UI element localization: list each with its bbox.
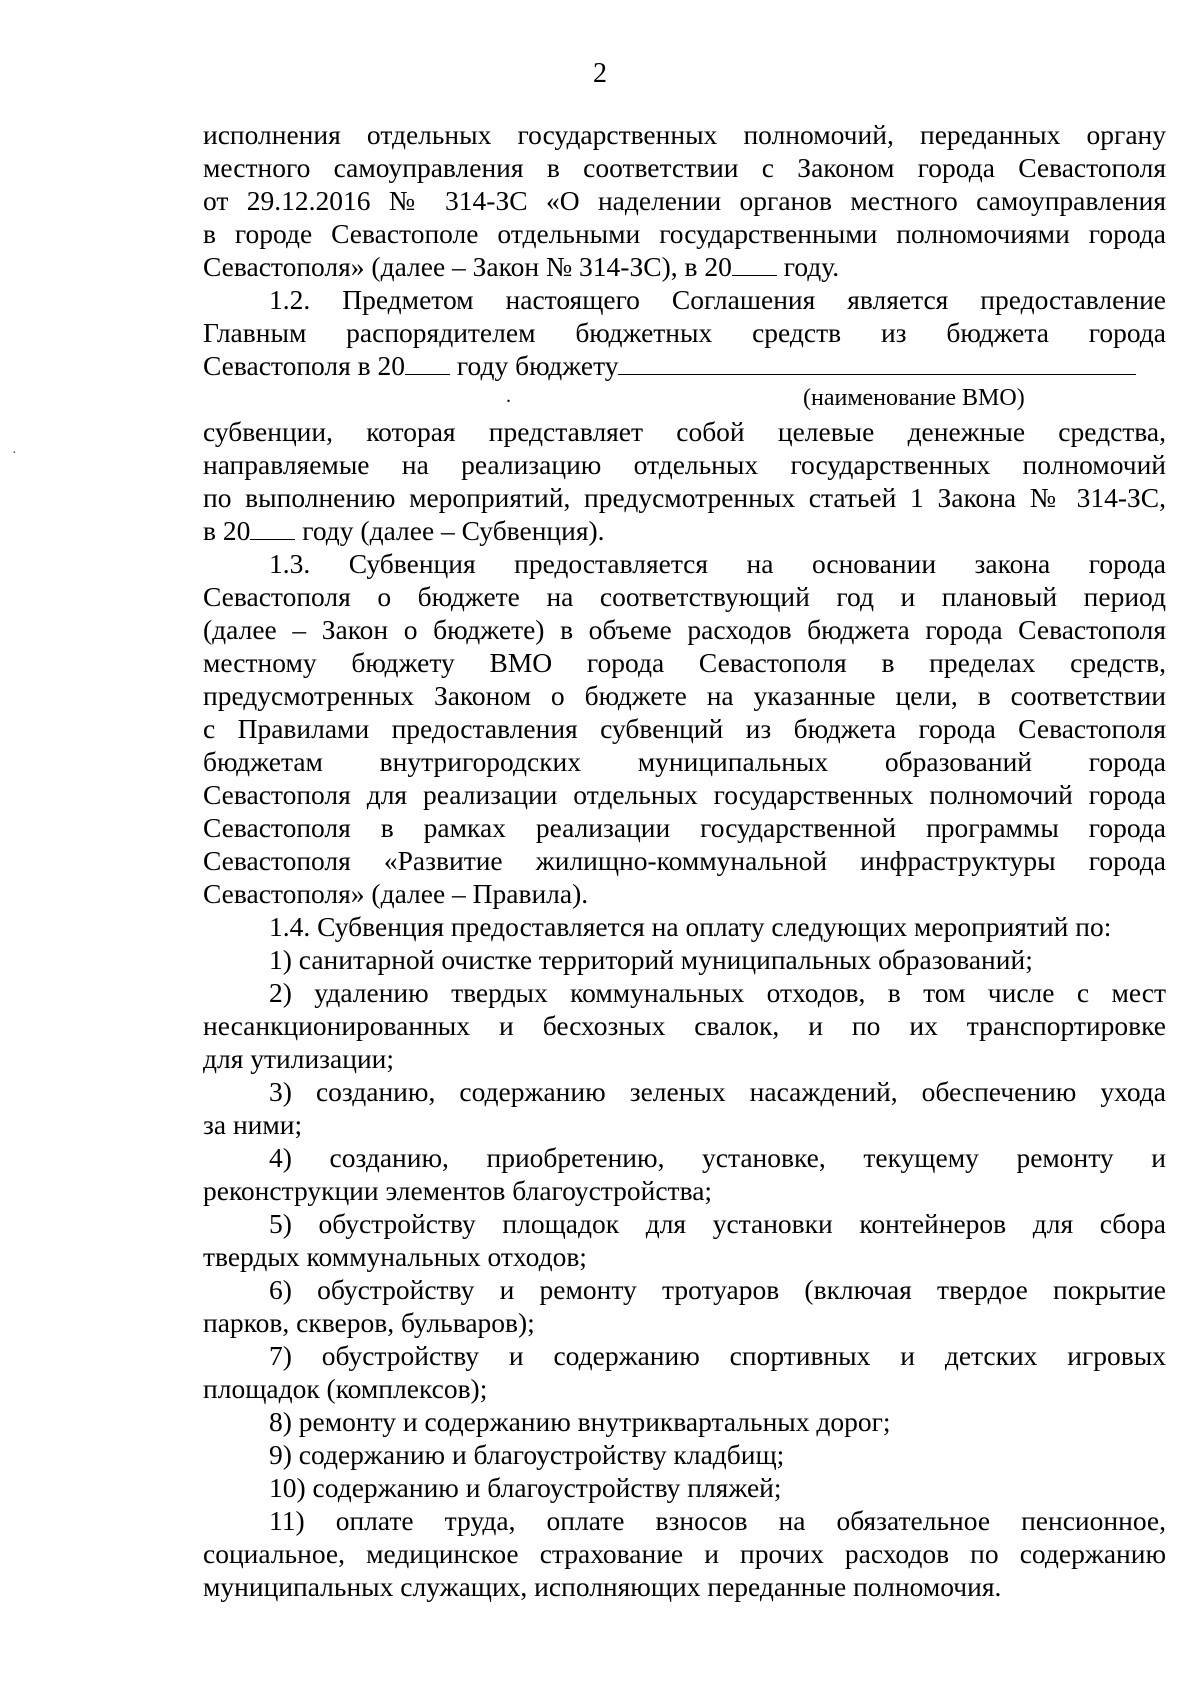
text-line: Севастополя для реализации отдельных государственных полномочий города <box>203 779 1166 810</box>
text-line: местного самоуправления в соответствии с Законом города Севастополя <box>203 152 1166 183</box>
text-line: Севастополя о бюджете на соответствующий год и плановый период <box>203 581 1166 612</box>
text-line: для утилизации; <box>203 1043 395 1074</box>
paragraph-1-1-continuation <box>203 118 1166 283</box>
text-line: Севастополя в рамках реализации государственной программы города <box>203 812 1166 843</box>
text-line <box>203 349 1166 382</box>
paragraph-1-4 <box>203 910 1166 943</box>
text-line: от 29.12.2016 № 314-ЗС «О наделении органов местного самоуправления <box>203 185 1166 216</box>
text-fragment: году. <box>776 251 840 282</box>
text-line: по выполнению мероприятий, предусмотренных статьей 1 Закона № 314-ЗС, <box>203 482 1166 513</box>
text-line: 5) обустройству площадок для установки контейнеров для сбора <box>269 1208 1166 1239</box>
paragraph-1-2 <box>203 283 1166 382</box>
text-line: направляемые на реализацию отдельных государственных полномочий <box>203 449 1166 480</box>
text-line: 9) содержанию и благоустройству кладбищ; <box>269 1439 785 1470</box>
text-line: реконструкции элементов благоустройства; <box>203 1175 713 1206</box>
text-fragment: Севастополя в 20 <box>203 350 406 381</box>
text-line: предусмотренных Законом о бюджете на указанные цели, в соответствии <box>203 680 1166 711</box>
list-item <box>203 1141 1166 1207</box>
year-blank <box>250 515 295 540</box>
text-line: 1) санитарной очистке территорий муниципальных образований; <box>269 944 1033 975</box>
text-line: твердых коммунальных отходов; <box>203 1241 587 1272</box>
text-line <box>203 514 1166 547</box>
text-line: 11) оплате труда, оплате взносов на обязательное пенсионное, <box>269 1505 1166 1536</box>
text-line: бюджетам внутригородских муниципальных образований города <box>203 746 1166 777</box>
text-line: 6) обустройству и ремонту тротуаров (включая твердое покрытие <box>269 1274 1166 1305</box>
list-item <box>203 1207 1166 1273</box>
text-line: Главным распорядителем бюджетных средств из бюджета города <box>203 317 1166 348</box>
text-line: Севастополя» (далее – Правила). <box>203 878 589 909</box>
list-item <box>203 1273 1166 1339</box>
list-item <box>203 976 1166 1075</box>
text-line: 10) содержанию и благоустройству пляжей; <box>269 1472 782 1503</box>
page-number: 2 <box>593 58 607 89</box>
text-line: 1.4. Субвенция предоставляется на оплату следующих мероприятий по: <box>269 911 1112 942</box>
paragraph-1-2-continuation <box>203 415 1166 547</box>
text-line <box>203 250 1166 283</box>
text-line: 7) обустройству и содержанию спортивных и детских игровых <box>269 1340 1166 1371</box>
text-line: Севастополя «Развитие жилищно-коммунальной инфраструктуры города <box>203 845 1166 876</box>
text-line: 4) созданию, приобретению, установке, текущему ремонту и <box>269 1142 1166 1173</box>
paragraph-1-3 <box>203 547 1166 910</box>
caption-row <box>203 382 1166 415</box>
text-line: с Правилами предоставления субвенций из бюджета города Севастополя <box>203 713 1166 744</box>
text-line: в городе Севастополе отдельными государственными полномочиями города <box>203 218 1166 249</box>
list-item <box>203 1471 1166 1504</box>
vmo-name-blank <box>618 350 1136 375</box>
text-line: 3) созданию, содержанию зеленых насаждений, обеспечению ухода <box>269 1076 1166 1107</box>
list-item <box>203 1405 1166 1438</box>
vmo-name-caption: (наименование ВМО) <box>803 385 1025 411</box>
text-fragment: в 20 <box>203 515 251 546</box>
measures-list <box>203 943 1166 1603</box>
list-item <box>203 1075 1166 1141</box>
list-item <box>203 943 1166 976</box>
text-line: субвенции, которая представляет собой целевые денежные средства, <box>203 416 1166 447</box>
text-fragment: году (далее – Субвенция). <box>295 515 605 546</box>
text-fragment: Севастополя» (далее – Закон № 314-ЗС), в 20 <box>203 251 732 282</box>
text-line: исполнения отдельных государственных полномочий, переданных органу <box>203 119 1166 150</box>
text-line: 8) ремонту и содержанию внутриквартальных дорог; <box>269 1406 891 1437</box>
text-line: площадок (комплексов); <box>203 1373 488 1404</box>
text-line: несанкционированных и бесхозных свалок, и по их транспортировке <box>203 1010 1166 1041</box>
list-item <box>203 1339 1166 1405</box>
text-line: местному бюджету ВМО города Севастополя в пределах средств, <box>203 647 1166 678</box>
list-item <box>203 1504 1166 1603</box>
year-blank <box>405 350 450 375</box>
text-line: социальное, медицинское страхование и прочих расходов по содержанию <box>203 1538 1166 1569</box>
text-line: 1.3. Субвенция предоставляется на основании закона города <box>269 548 1166 579</box>
text-line: 2) удалению твердых коммунальных отходов, в том числе с мест <box>269 977 1166 1008</box>
text-line: (далее – Закон о бюджете) в объеме расходов бюджета города Севастополя <box>203 614 1166 645</box>
margin-mark: · <box>12 446 17 461</box>
list-item <box>203 1438 1166 1471</box>
text-line: за ними; <box>203 1109 303 1140</box>
text-line: 1.2. Предметом настоящего Соглашения является предоставление <box>269 284 1166 315</box>
text-line: парков, скверов, бульваров); <box>203 1307 535 1338</box>
text-fragment: году бюджету <box>450 350 619 381</box>
document-body <box>203 118 1166 1603</box>
year-blank <box>732 251 777 276</box>
stray-dot: . <box>506 385 511 407</box>
text-line: муниципальных служащих, исполняющих переданные полномочия. <box>203 1571 1002 1602</box>
